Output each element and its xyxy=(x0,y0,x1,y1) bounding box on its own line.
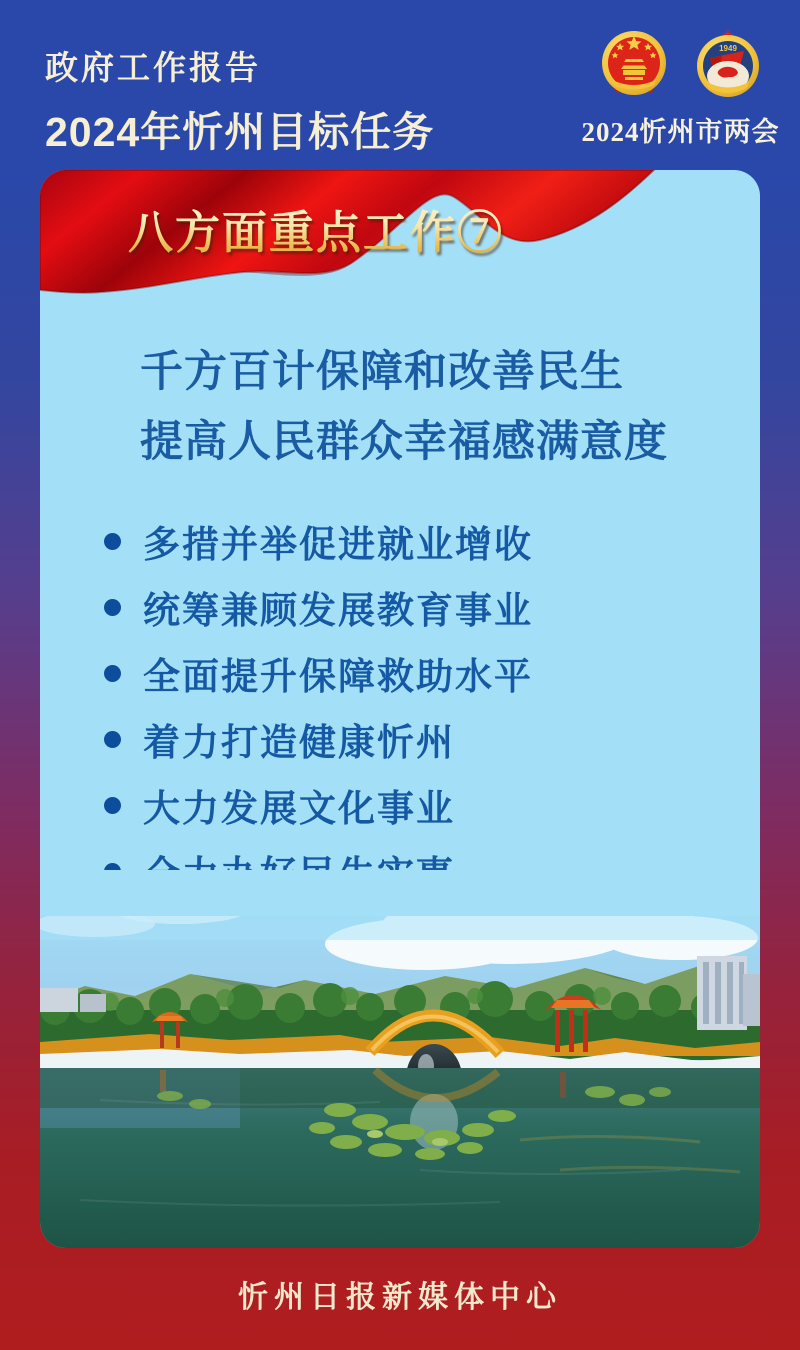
ribbon-title: 八方面重点工作⑦ xyxy=(128,196,504,261)
footer-credit: 忻州日报新媒体中心 xyxy=(238,1281,562,1314)
national-emblem-icon xyxy=(598,28,670,104)
bullet-dot-icon xyxy=(104,665,121,682)
bullet-label: 全面提升保障救助水平 xyxy=(143,657,533,698)
list-item xyxy=(104,706,533,772)
bullet-label: 着力打造健康忻州 xyxy=(143,723,455,764)
card-title-line2: 提高人民群众幸福感满意度 xyxy=(140,418,668,466)
bullet-dot-icon xyxy=(104,797,121,814)
bullet-label: 统筹兼顾发展教育事业 xyxy=(143,591,533,632)
list-item xyxy=(104,640,533,706)
list-item xyxy=(104,574,533,640)
report-label: 政府工作报告 xyxy=(45,49,261,86)
content-card xyxy=(40,170,760,1248)
header xyxy=(0,0,800,170)
bullet-dot-icon xyxy=(104,731,121,748)
footer xyxy=(0,1272,800,1316)
list-item xyxy=(104,772,533,838)
bullet-dot-icon xyxy=(104,599,121,616)
bullet-list xyxy=(104,508,533,904)
lake-park-photo xyxy=(40,870,760,1248)
emblem-box xyxy=(573,28,788,149)
bullet-dot-icon xyxy=(104,533,121,550)
bullet-label: 大力发展文化事业 xyxy=(143,789,455,830)
cppcc-emblem-icon xyxy=(692,28,764,104)
bullet-label: 多措并举促进就业增收 xyxy=(143,525,533,566)
cppcc-year: 1949 xyxy=(718,44,737,53)
card-title xyxy=(140,338,730,477)
meeting-label: 2024忻州市两会 xyxy=(581,117,780,147)
header-text xyxy=(45,42,434,158)
card-title-line1: 千方百计保障和改善民生 xyxy=(140,349,624,396)
emblems xyxy=(573,28,788,104)
list-item xyxy=(104,508,533,574)
page-title: 2024年忻州目标任务 xyxy=(45,109,435,155)
